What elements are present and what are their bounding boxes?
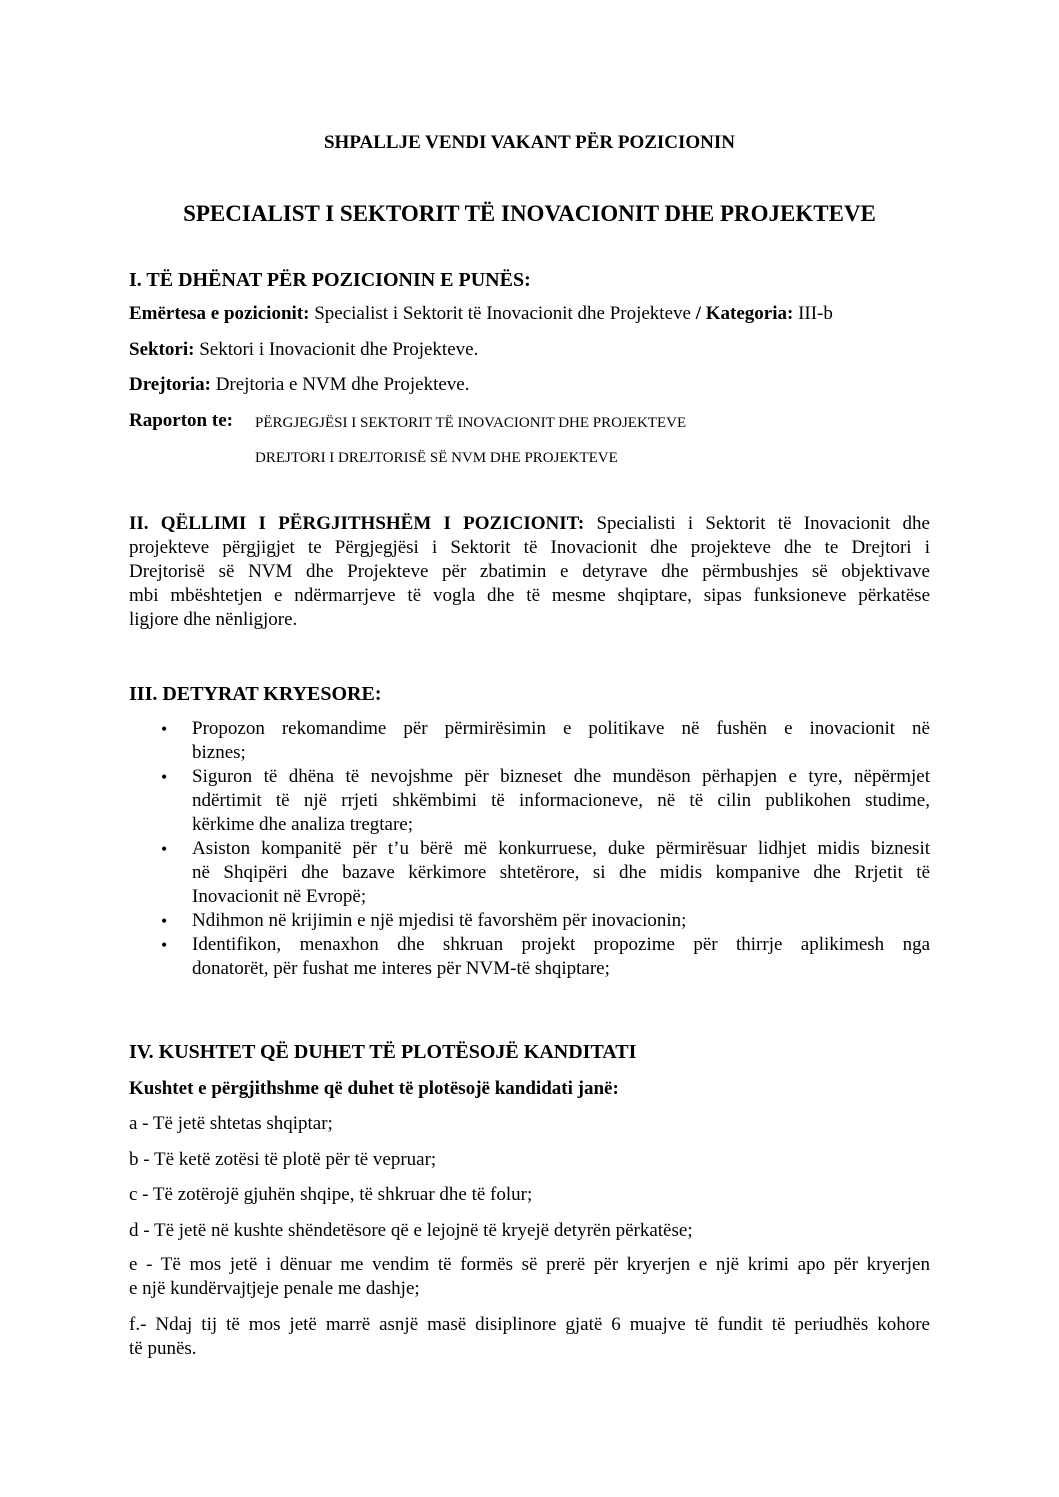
list-item: • Propozon rekomandime për përmirësimin e politikave në fushën e inovacionit në biznes; <box>161 718 930 763</box>
directorate-row <box>129 373 469 397</box>
condition-b: b - Të ketë zotësi të plotë për të vepruar; <box>129 1149 437 1170</box>
separator-slash: / <box>695 303 706 324</box>
directorate-value: Drejtoria e NVM dhe Projekteve. <box>210 374 470 395</box>
sector-value: Sektori i Inovacionit dhe Projekteve. <box>194 339 479 360</box>
list-item: • Ndihmon në krijimin e një mjedisi të favorshëm për inovacionin; <box>161 910 687 931</box>
document-page <box>129 0 930 1497</box>
directorate-label: Drejtoria: <box>129 374 211 395</box>
section-2-line: mbi mbështetjen e ndërmarrjeve të vogla dhe të mesme shqiptare, sipas funksioneve përkatëse <box>129 585 930 606</box>
general-conditions-subheading: Kushtet e përgjithshme që duhet të plotësojë kandidati janë: <box>129 1078 619 1099</box>
bullet-icon: • <box>161 935 168 955</box>
position-name-row <box>129 302 833 326</box>
position-name-label: Emërtesa e pozicionit: <box>129 303 310 324</box>
list-item: • Siguron të dhëna të nevojshme për bizneset dhe mundëson përhapjen e tyre, nëpërmjet ndërtimit të një rrjeti shkëmbimi të informacioneve, në të cilin publikohen studime, kërkime dhe analiza tregtare; <box>161 766 930 835</box>
reports-to-row <box>129 409 233 433</box>
section-2-line: Drejtorisë së NVM dhe Projekteve për zbatimin e detyrave dhe përmbushjes së objektivave <box>129 561 930 582</box>
category-label: Kategoria: <box>705 303 794 324</box>
sector-row <box>129 338 478 362</box>
list-item: • Identifikon, menaxhon dhe shkruan projekt propozime për thirrje aplikimesh nga donatorët, për fushat me interes për NVM-të shqiptare; <box>161 934 930 979</box>
reports-to-director: DREJTORI I DREJTORISË SË NVM DHE PROJEKTEVE <box>255 450 618 466</box>
position-name-value: Specialist i Sektorit të Inovacionit dhe Projekteve <box>309 303 696 324</box>
section-2-line: projekteve përgjigjet te Përgjegjësi i Sektorit të Inovacionit dhe projekteve dhe te Drejtori i <box>129 537 930 558</box>
reports-to-label: Raporton te: <box>129 410 233 431</box>
section-2-line: ligjore dhe nënligjore. <box>129 609 298 630</box>
reports-to-supervisor: PËRGJEGJËSI I SEKTORIT TË INOVACIONIT DHE PROJEKTEVE <box>255 415 687 431</box>
sector-label: Sektori: <box>129 339 195 360</box>
bullet-icon: • <box>161 767 168 787</box>
condition-c: c - Të zotërojë gjuhën shqipe, të shkruar dhe të folur; <box>129 1184 533 1205</box>
list-item: • Asiston kompanitë për t’u bërë më konkurruese, duke përmirësuar lidhjet midis biznesit në Shqipëri dhe bazave kërkimore shtetërore, si dhe midis kompanive dhe Rrjetit të Inovacionit në Evropë; <box>161 838 930 907</box>
section-2-heading: II. QËLLIMI I PËRGJITHSHËM I POZICIONIT: <box>129 513 585 534</box>
section-1-heading: I. TË DHËNAT PËR POZICIONIN E PUNËS: <box>129 269 531 291</box>
category-value: III-b <box>793 303 833 324</box>
section-2-line: II. QËLLIMI I PËRGJITHSHËM I POZICIONIT: Specialisti i Sektorit të Inovacionit dhe <box>129 513 930 534</box>
condition-f: f.- Ndaj tij të mos jetë marrë asnjë masë disiplinore gjatë 6 muajve të fundit të periudhës kohore të punës. <box>129 1314 930 1359</box>
section-4-heading: IV. KUSHTET QË DUHET TË PLOTËSOJË KANDITATI <box>129 1041 637 1063</box>
position-title: SPECIALIST I SEKTORIT TË INOVACIONIT DHE PROJEKTEVE <box>183 201 876 226</box>
bullet-icon: • <box>161 719 168 739</box>
section-3-heading: III. DETYRAT KRYESORE: <box>129 683 382 705</box>
bullet-icon: • <box>161 839 168 859</box>
bullet-icon: • <box>161 911 168 931</box>
section-2-paragraph <box>129 512 930 632</box>
condition-a: a - Të jetë shtetas shqiptar; <box>129 1113 333 1134</box>
condition-e: e - Të mos jetë i dënuar me vendim të formës së prerë për kryerjen e një krimi apo për kryerjen e një kundërvajtjeje penale me dashje; <box>129 1254 930 1299</box>
duties-list <box>129 717 930 981</box>
condition-d: d - Të jetë në kushte shëndetësore që e lejojnë të kryejë detyrën përkatëse; <box>129 1220 693 1241</box>
document-title: SHPALLJE VENDI VAKANT PËR POZICIONIN <box>323 132 736 153</box>
